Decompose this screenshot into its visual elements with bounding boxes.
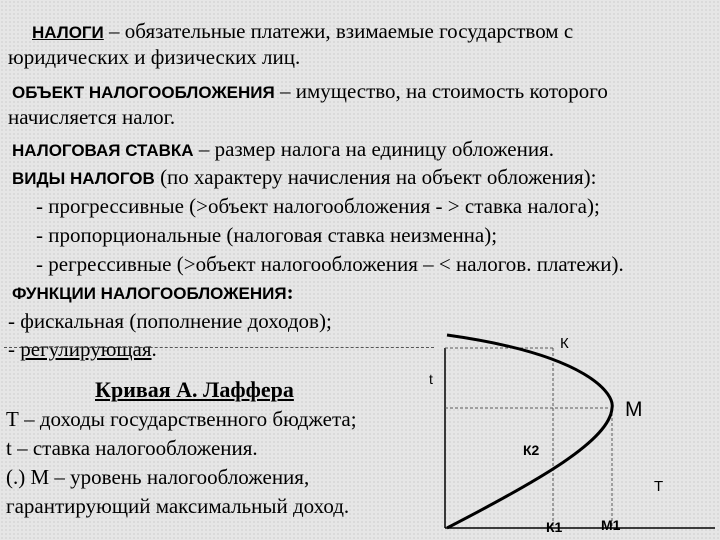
y-axis-label: t (429, 371, 433, 387)
taxes-definition: – обязательные платежи, взимаемые государством с (103, 19, 574, 43)
reg-word: регулирующая (20, 337, 152, 361)
point-m-label: М (625, 398, 643, 421)
object-continuation: начисляется налог. (8, 105, 176, 129)
types-item: - прогрессивные (>объект налогообложения - > ставка налога); (36, 194, 600, 218)
laffer-legend-item: t – ставка налогообложения. (6, 436, 258, 460)
laffer-curve (447, 335, 612, 528)
tick-m1-label: М1 (601, 517, 621, 533)
tick-k1-label: К1 (546, 519, 563, 535)
point-k2-label: К2 (523, 442, 540, 458)
object-definition: – имущество, на стоимость которого (274, 79, 608, 103)
taxes-continuation: юридических и физических лиц. (8, 45, 301, 69)
rate-term: НАЛОГОВАЯ СТАВКА (12, 141, 194, 160)
rate-definition: – размер налога на единицу обложения. (193, 137, 554, 161)
reg-prefix: - (8, 337, 21, 361)
laffer-legend-item: гарантирующий максимальный доход. (6, 494, 350, 518)
functions-term: ФУНКЦИИ НАЛОГООБЛОЖЕНИЯ (12, 284, 287, 303)
laffer-legend-item: (.) М – уровень налогообложения, (6, 465, 310, 489)
reg-suffix: . (151, 337, 157, 361)
x-axis-label: Т (654, 478, 664, 495)
point-k-label: К (560, 335, 569, 352)
functions-colon: : (286, 280, 294, 304)
types-term: ВИДЫ НАЛОГОВ (12, 169, 155, 188)
taxes-term: НАЛОГИ (32, 23, 104, 42)
types-definition: (по характеру начисления на объект обложения): (154, 165, 597, 189)
laffer-title: Кривая А. Лаффера (95, 377, 294, 402)
types-item: - пропорциональные (налоговая ставка неизменна); (36, 223, 498, 247)
types-item: - регрессивные (>объект налогообложения – < налогов. платежи). (36, 252, 624, 276)
laffer-legend-item: Т – доходы государственного бюджета; (6, 407, 357, 431)
functions-fiscal: - фискальная (пополнение доходов); (8, 309, 332, 333)
object-term: ОБЪЕКТ НАЛОГООБЛОЖЕНИЯ (12, 83, 275, 102)
